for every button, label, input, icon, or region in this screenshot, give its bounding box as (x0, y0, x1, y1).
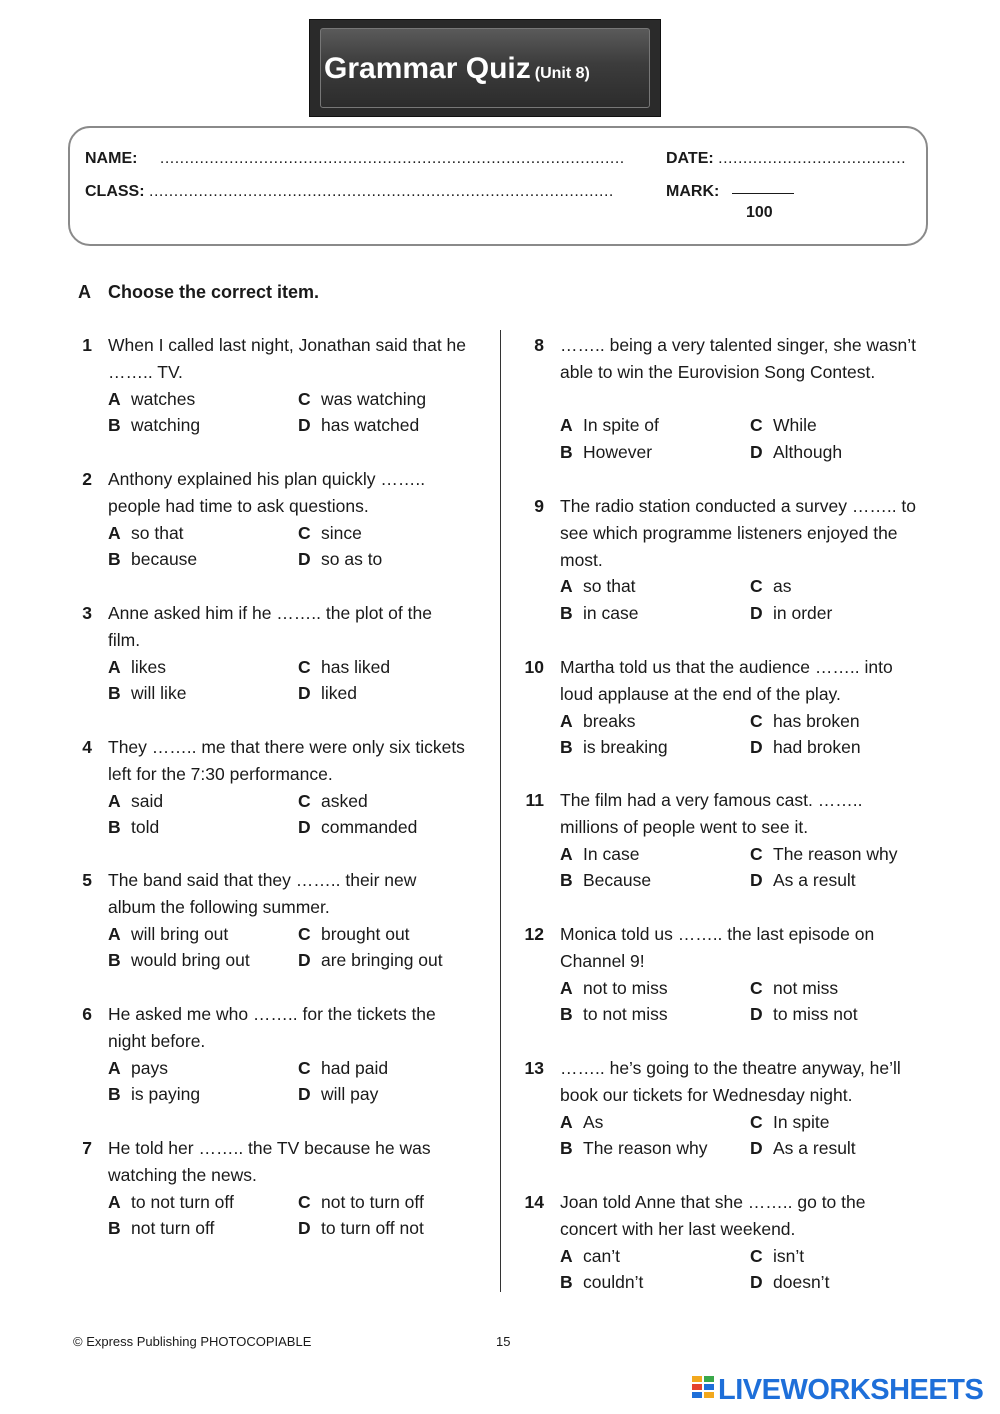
option-a[interactable] (560, 1109, 603, 1136)
question-text: When I called last night, Jonathan said that he …….. TV. (108, 335, 467, 382)
option-text: As (583, 1111, 604, 1132)
option-letter: C (298, 656, 311, 677)
liveworksheets-brand: LIVEWORKSHEETS (718, 1374, 984, 1406)
option-letter: B (560, 442, 573, 463)
option-text: said (131, 790, 164, 811)
option-text: had paid (321, 1057, 389, 1078)
section-letter: A (78, 282, 91, 302)
option-letter: A (560, 415, 573, 436)
option-c[interactable] (298, 921, 410, 948)
option-letter: B (560, 1138, 573, 1159)
option-letter: A (108, 790, 121, 811)
option-c[interactable] (298, 520, 362, 547)
option-text: was watching (321, 388, 427, 409)
option-text: As a result (773, 1138, 856, 1159)
question-text: The band said that they …….. their new album the following summer. (108, 870, 417, 917)
option-text: in case (583, 603, 639, 624)
option-d[interactable] (750, 1001, 858, 1028)
option-text: since (321, 522, 362, 543)
option-letter: C (298, 522, 311, 543)
option-letter: D (298, 817, 311, 838)
option-text: will bring out (131, 923, 229, 944)
option-b[interactable] (108, 814, 159, 841)
option-text: had broken (773, 737, 861, 758)
question-text: …….. being a very talented singer, she wasn’t able to win the Eurovision Song Contest. (560, 335, 917, 382)
option-b[interactable] (560, 439, 652, 466)
question-number: 11 (525, 790, 544, 810)
option-text: doesn’t (773, 1272, 830, 1293)
question-10 (524, 654, 930, 761)
option-a[interactable] (108, 921, 228, 948)
mark-label: MARK: (666, 183, 720, 200)
section-heading (78, 282, 319, 303)
option-text: can’t (583, 1245, 620, 1266)
question-11 (525, 787, 930, 894)
option-c[interactable] (750, 1109, 829, 1136)
class-row (85, 183, 614, 201)
question-2 (78, 466, 478, 573)
name-label: NAME: (85, 150, 138, 167)
option-letter: A (108, 656, 121, 677)
option-d[interactable] (298, 947, 443, 974)
option-text: will pay (321, 1084, 379, 1105)
option-letter: D (298, 683, 311, 704)
option-text: has broken (773, 710, 860, 731)
option-text: has watched (321, 415, 420, 436)
option-letter: A (560, 710, 573, 731)
option-b[interactable] (108, 1215, 214, 1242)
option-d[interactable] (298, 680, 357, 707)
question-number: 4 (82, 737, 92, 757)
option-letter: B (560, 1272, 573, 1293)
section-instruction: Choose the correct item. (108, 282, 320, 302)
question-number: 6 (82, 1004, 92, 1024)
option-letter: D (750, 603, 763, 624)
option-text: Because (583, 870, 652, 891)
option-c[interactable] (750, 573, 791, 600)
question-number: 7 (82, 1138, 92, 1158)
option-d[interactable] (750, 1269, 829, 1296)
option-b[interactable] (108, 947, 250, 974)
option-text: told (131, 817, 160, 838)
option-c[interactable] (298, 386, 426, 413)
option-text: so that (583, 576, 636, 597)
option-letter: A (560, 843, 573, 864)
option-text: in order (773, 603, 833, 624)
option-text: breaks (583, 710, 636, 731)
page-title (324, 52, 590, 86)
option-a[interactable] (560, 975, 668, 1002)
option-letter: B (108, 1084, 121, 1105)
option-text: asked (321, 790, 368, 811)
option-text: couldn’t (583, 1272, 644, 1293)
option-text: commanded (321, 817, 418, 838)
option-text: While (773, 415, 817, 436)
option-letter: B (560, 603, 573, 624)
date-field[interactable]: ...................................... (718, 150, 907, 167)
question-number: 3 (82, 603, 92, 623)
option-letter: C (750, 977, 763, 998)
mark-fraction-line (732, 193, 794, 194)
option-letter: B (560, 870, 573, 891)
option-letter: D (750, 1004, 763, 1025)
question-13 (524, 1055, 930, 1162)
option-a[interactable] (108, 654, 166, 681)
option-b[interactable] (108, 412, 200, 439)
option-text: will like (131, 683, 187, 704)
option-c[interactable] (298, 1189, 424, 1216)
option-letter: C (298, 790, 311, 811)
option-letter: C (298, 388, 311, 409)
name-field[interactable]: .............................................................................................. (159, 150, 625, 167)
option-c[interactable] (298, 1055, 388, 1082)
option-text: to not miss (583, 1004, 668, 1025)
question-text: He told her …….. the TV because he was watching the news. (108, 1138, 431, 1185)
option-letter: C (298, 1057, 311, 1078)
option-letter: C (750, 1111, 763, 1132)
option-a[interactable] (108, 788, 163, 815)
date-label: DATE: (666, 150, 714, 167)
option-letter: C (750, 415, 763, 436)
option-letter: B (108, 1218, 121, 1239)
option-letter: D (298, 1218, 311, 1239)
option-d[interactable] (750, 1135, 856, 1162)
question-number: 12 (524, 924, 544, 944)
option-text: However (583, 442, 653, 463)
question-number: 9 (534, 496, 544, 516)
question-text: …….. he’s going to the theatre anyway, he’ll book our tickets for Wednesday night. (560, 1058, 901, 1105)
option-d[interactable] (298, 814, 417, 841)
option-d[interactable] (298, 1215, 424, 1242)
option-text: In spite of (583, 415, 659, 436)
option-d[interactable] (750, 439, 842, 466)
question-7 (78, 1135, 478, 1242)
option-letter: D (750, 1272, 763, 1293)
option-a[interactable] (560, 708, 636, 735)
option-letter: A (560, 576, 573, 597)
option-letter: A (108, 388, 121, 409)
option-letter: A (108, 1191, 121, 1212)
question-text: The film had a very famous cast. …….. millions of people went to see it. (560, 790, 863, 837)
option-text: not to miss (583, 977, 668, 998)
option-d[interactable] (298, 412, 419, 439)
option-letter: C (298, 1191, 311, 1212)
question-6 (78, 1001, 478, 1108)
option-text: not to turn off (321, 1191, 424, 1212)
option-c[interactable] (750, 708, 860, 735)
title-unit: (Unit 8) (534, 65, 590, 82)
question-number: 5 (82, 870, 92, 890)
option-letter: A (560, 1245, 573, 1266)
question-number: 14 (524, 1192, 544, 1212)
option-text: to miss not (773, 1004, 858, 1025)
question-1 (78, 332, 478, 439)
liveworksheets-logo-icon (692, 1376, 714, 1402)
option-a[interactable] (108, 520, 184, 547)
option-a[interactable] (108, 386, 195, 413)
option-c[interactable] (298, 788, 368, 815)
title-banner (310, 20, 660, 116)
option-text: to not turn off (131, 1191, 234, 1212)
question-text: They …….. me that there were only six tickets left for the 7:30 performance. (108, 737, 465, 784)
page-number: 15 (496, 1334, 511, 1349)
option-text: not miss (773, 977, 839, 998)
option-letter: C (750, 843, 763, 864)
option-a[interactable] (560, 573, 636, 600)
question-number: 1 (82, 335, 92, 355)
option-c[interactable] (750, 412, 817, 439)
option-text: Although (773, 442, 843, 463)
option-letter: A (560, 1111, 573, 1132)
option-text: as (773, 576, 792, 597)
option-letter: D (750, 1138, 763, 1159)
question-number: 2 (82, 469, 92, 489)
option-letter: C (298, 923, 311, 944)
question-5 (78, 867, 478, 974)
option-b[interactable] (560, 867, 651, 894)
option-a[interactable] (560, 1243, 620, 1270)
option-a[interactable] (560, 841, 639, 868)
option-letter: B (108, 683, 121, 704)
option-letter: B (108, 549, 121, 570)
option-letter: A (560, 977, 573, 998)
option-b[interactable] (560, 1269, 643, 1296)
option-text: brought out (321, 923, 410, 944)
option-letter: C (750, 1245, 763, 1266)
option-letter: B (108, 950, 121, 971)
option-text: As a result (773, 870, 856, 891)
option-b[interactable] (560, 734, 668, 761)
option-text: so as to (321, 549, 383, 570)
option-letter: C (750, 576, 763, 597)
option-b[interactable] (108, 680, 186, 707)
option-text: not turn off (131, 1218, 215, 1239)
title-main: Grammar Quiz (324, 52, 531, 85)
option-text: to turn off not (321, 1218, 424, 1239)
option-b[interactable] (560, 600, 638, 627)
mark-total: 100 (746, 204, 773, 221)
option-letter: D (750, 870, 763, 891)
option-text: has liked (321, 656, 391, 677)
option-text: In spite (773, 1111, 830, 1132)
question-12 (524, 921, 930, 1028)
option-b[interactable] (108, 1081, 200, 1108)
question-text: The radio station conducted a survey …….. to see which programme listeners enjoyed the most. (560, 496, 917, 570)
option-a[interactable] (560, 412, 659, 439)
option-d[interactable] (750, 600, 832, 627)
option-letter: A (108, 1057, 121, 1078)
option-letter: D (750, 737, 763, 758)
option-c[interactable] (750, 1243, 804, 1270)
option-letter: D (298, 950, 311, 971)
question-8 (530, 332, 930, 466)
option-letter: D (750, 442, 763, 463)
footer-copyright: © Express Publishing PHOTOCOPIABLE (73, 1334, 312, 1349)
option-letter: C (750, 710, 763, 731)
option-b[interactable] (108, 546, 197, 573)
question-text: Anthony explained his plan quickly …….. people had time to ask questions. (108, 469, 426, 516)
option-text: because (131, 549, 198, 570)
option-letter: B (108, 415, 121, 436)
question-text: Joan told Anne that she …….. go to the concert with her last weekend. (560, 1192, 866, 1239)
option-b[interactable] (560, 1001, 668, 1028)
option-letter: D (298, 1084, 311, 1105)
option-letter: D (298, 415, 311, 436)
option-text: In case (583, 843, 640, 864)
option-text: would bring out (131, 950, 250, 971)
option-d[interactable] (298, 1081, 378, 1108)
option-letter: A (108, 923, 121, 944)
class-label: CLASS: (85, 183, 145, 200)
option-text: likes (131, 656, 167, 677)
question-9 (530, 493, 930, 627)
option-b[interactable] (560, 1135, 708, 1162)
option-d[interactable] (750, 734, 861, 761)
option-text: The reason why (773, 843, 898, 864)
option-text: pays (131, 1057, 168, 1078)
option-text: The reason why (583, 1138, 708, 1159)
option-c[interactable] (750, 975, 838, 1002)
question-4 (78, 734, 478, 841)
question-number: 10 (524, 657, 544, 677)
mark-row (666, 183, 719, 201)
option-text: liked (321, 683, 357, 704)
option-d[interactable] (750, 867, 856, 894)
option-a[interactable] (108, 1055, 168, 1082)
option-text: isn’t (773, 1245, 805, 1266)
option-c[interactable] (750, 841, 898, 868)
option-text: is paying (131, 1084, 201, 1105)
option-a[interactable] (108, 1189, 234, 1216)
question-3 (78, 600, 478, 707)
question-number: 13 (524, 1058, 544, 1078)
class-field[interactable]: .............................................................................................. (149, 183, 614, 200)
name-row (85, 150, 625, 168)
option-text: so that (131, 522, 184, 543)
option-letter: B (560, 737, 573, 758)
question-number: 8 (534, 335, 544, 355)
option-d[interactable] (298, 546, 382, 573)
column-divider (500, 330, 501, 1292)
option-text: is breaking (583, 737, 668, 758)
option-text: watching (131, 415, 201, 436)
option-text: are bringing out (321, 950, 443, 971)
option-c[interactable] (298, 654, 390, 681)
question-text: Monica told us …….. the last episode on Channel 9! (560, 924, 875, 971)
option-letter: B (108, 817, 121, 838)
option-letter: D (298, 549, 311, 570)
question-text: Martha told us that the audience …….. into loud applause at the end of the play. (560, 657, 893, 704)
question-14 (524, 1189, 930, 1296)
question-text: Anne asked him if he …….. the plot of the film. (108, 603, 432, 650)
question-text: He asked me who …….. for the tickets the night before. (108, 1004, 436, 1051)
option-letter: A (108, 522, 121, 543)
option-letter: B (560, 1004, 573, 1025)
date-row (666, 150, 906, 168)
option-text: watches (131, 388, 196, 409)
